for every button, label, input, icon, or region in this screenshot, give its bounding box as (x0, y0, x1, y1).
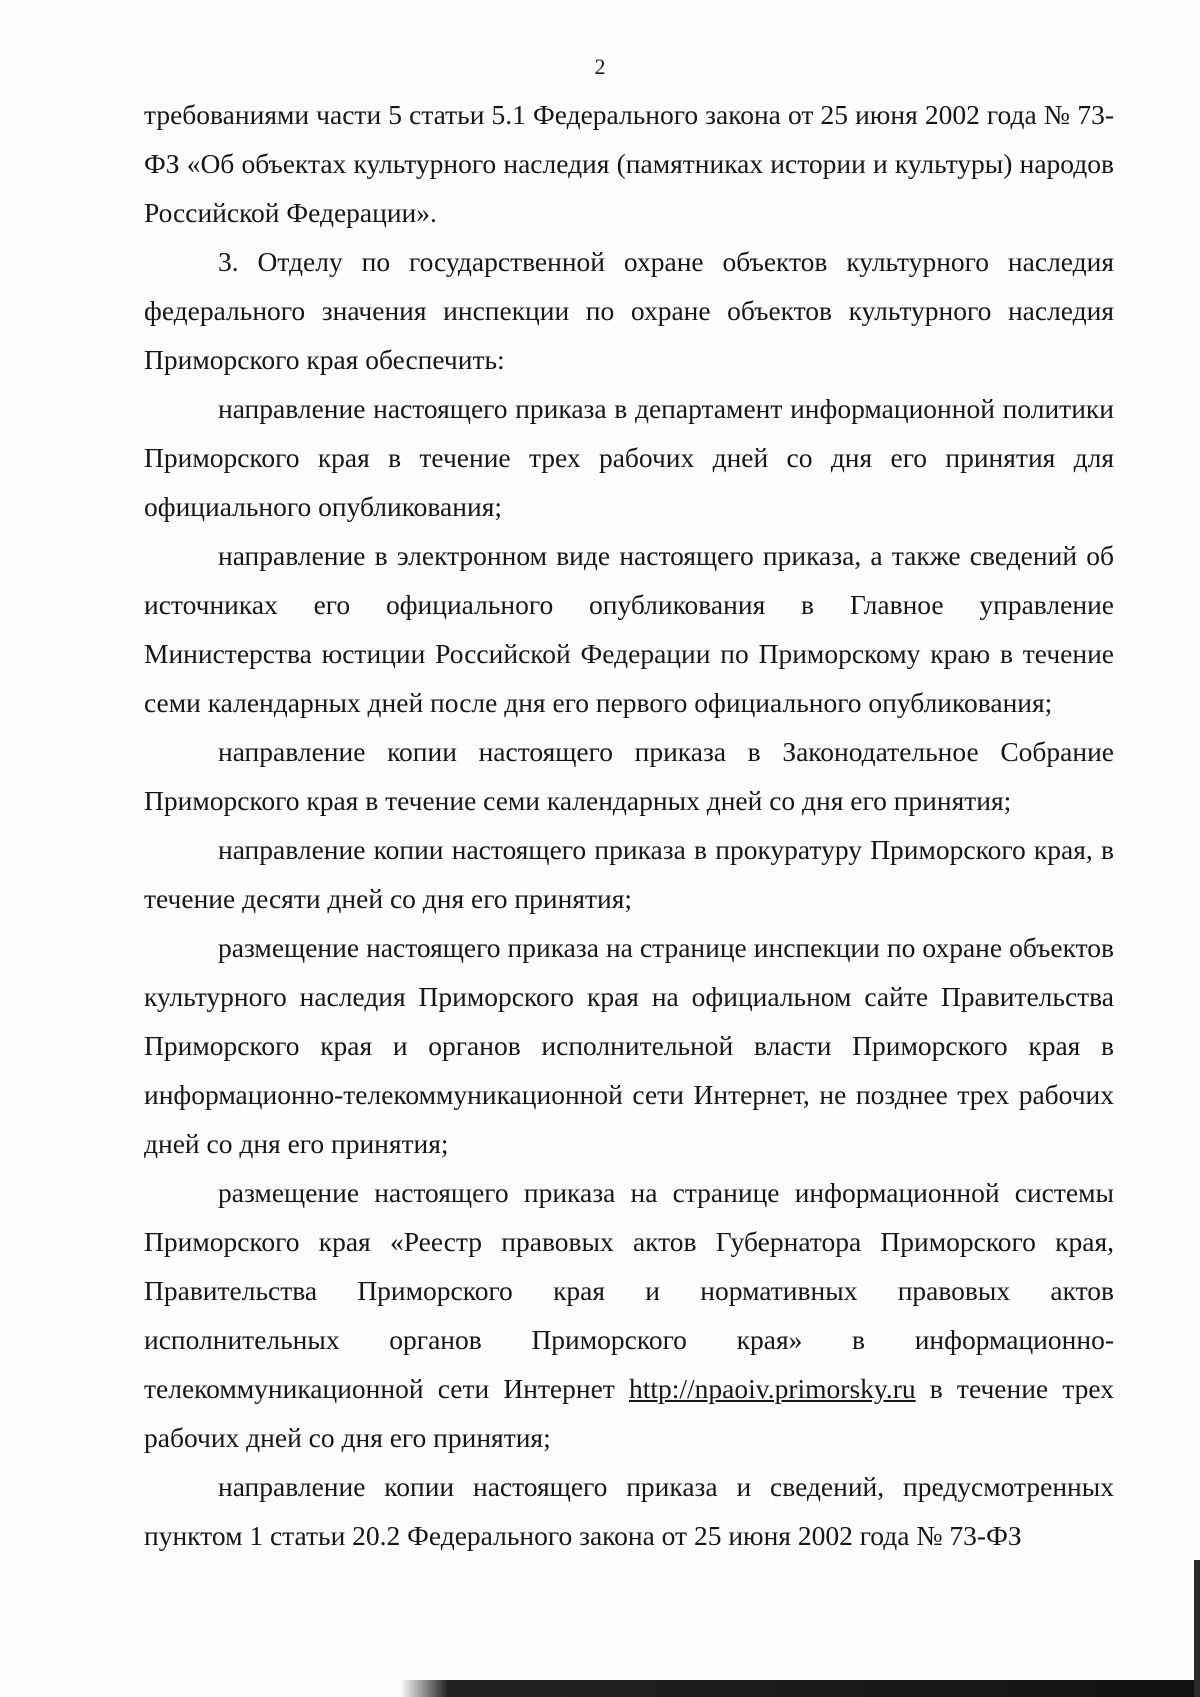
scan-right-edge (1194, 1560, 1200, 1697)
paragraph-info-policy: направление настоящего приказа в департамент информационной политики Приморского края в течение трех рабочих дней со дня его принятия для официального опубликования; (144, 393, 1114, 522)
paragraph-registry (144, 1168, 1114, 1462)
registry-text-before: размещение настоящего приказа на странице информационной системы Приморского края «Реестр правовых актов Губернатора Приморского края, Правительства Приморского края и нормативных правовых актов исполнительных органов Приморского края» в информационно-телекоммуникационной сети Интернет (144, 1177, 1114, 1404)
registry-text-after: в течение трех рабочих дней со дня его принятия; (144, 1373, 1114, 1453)
paragraph-justice-ministry: направление в электронном виде настоящего приказа, а также сведений об источниках его официального опубликования в Главное управление Министерства юстиции Российской Федерации по Приморскому краю в течение семи календарных дней после дня его первого официального опубликования; (144, 540, 1114, 718)
document-body (144, 90, 1114, 1560)
paragraph-legislative-assembly: направление копии настоящего приказа в Законодательное Собрание Приморского края в течение семи календарных дней со дня его принятия; (144, 736, 1114, 816)
paragraph-copy-and-info: направление копии настоящего приказа и сведений, предусмотренных пунктом 1 статьи 20.2 Федерального закона от 25 июня 2002 года № 73-ФЗ (144, 1471, 1114, 1551)
paragraph-prosecutor: направление копии настоящего приказа в прокуратуру Приморского края, в течение десяти дней со дня его принятия; (144, 834, 1114, 914)
paragraph-item-3: 3. Отделу по государственной охране объектов культурного наследия федерального значения инспекции по охране объектов культурного наследия Приморского края обеспечить: (144, 246, 1114, 375)
scan-bottom-edge (400, 1680, 1200, 1697)
paragraph-continuation: требованиями части 5 статьи 5.1 Федерального закона от 25 июня 2002 года № 73-ФЗ «Об объектах культурного наследия (памятниках истории и культуры) народов Российской Федерации». (144, 99, 1114, 228)
page-number: 2 (594, 54, 606, 79)
registry-link[interactable]: http://npaoiv.primorsky.ru (628, 1373, 916, 1404)
paragraph-website: размещение настоящего приказа на странице инспекции по охране объектов культурного наследия Приморского края на официальном сайте Правительства Приморского края и органов исполнительной власти Приморского края в информационно-телекоммуникационной сети Интернет, не позднее трех рабочих дней со дня его принятия; (144, 932, 1114, 1159)
